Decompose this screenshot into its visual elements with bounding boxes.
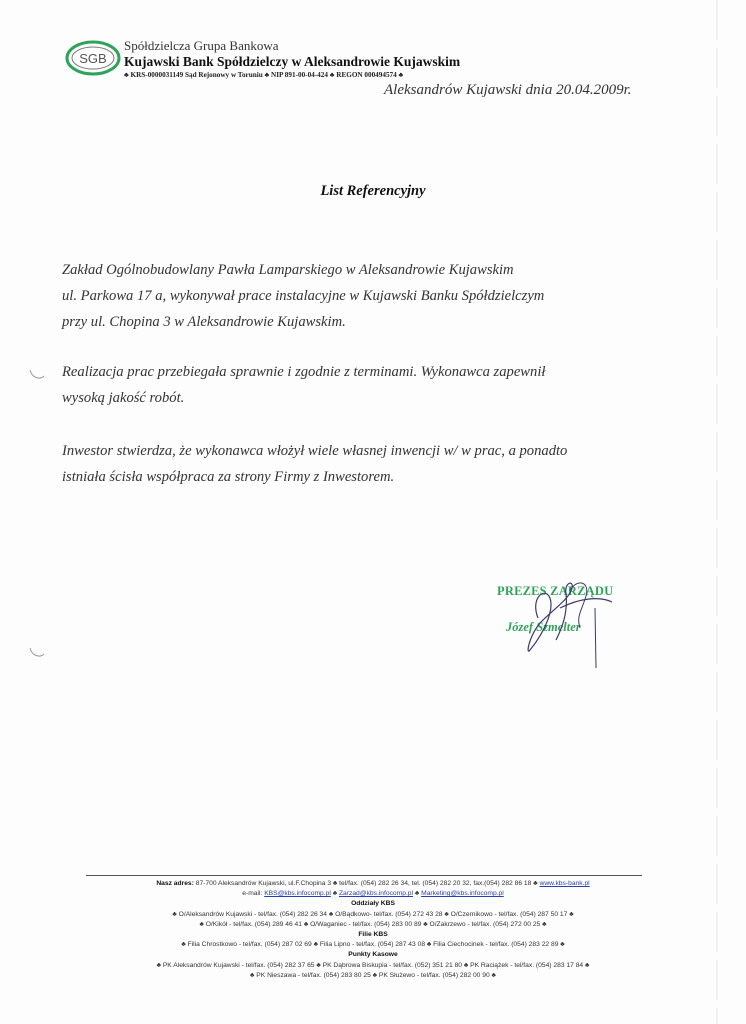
- filie-heading: Filie KBS: [358, 931, 388, 939]
- club-bullet: ♣: [398, 71, 404, 79]
- punch-mark: [28, 364, 46, 382]
- paragraph-2: [62, 359, 702, 411]
- address-label: Nasz adres:: [156, 880, 194, 887]
- club-bullet: ♣: [414, 890, 420, 898]
- punkt-item: PK Nieszawa - tel/fax. (054) 283 80 25: [256, 971, 371, 979]
- club-bullet: ♣: [533, 880, 538, 887]
- paragraph-line: ul. Parkowa 17 a, wykonywał prace instalacyjne w Kujawski Banku Spółdzielczym: [62, 288, 545, 304]
- club-bullet: ♣: [542, 920, 547, 928]
- registry-regon: REGON 000494574: [336, 71, 397, 79]
- branches-row: [0, 910, 746, 920]
- branches-row: [0, 920, 746, 930]
- email-link[interactable]: Marketing@kbs.infocomp.pl: [421, 890, 504, 898]
- filia-item: Filia Ciechocinek - tel/fax. (054) 283 22 89: [433, 941, 559, 949]
- footer-rule: [86, 875, 642, 876]
- club-bullet: ♣: [423, 920, 428, 928]
- registry-line: [124, 71, 403, 79]
- club-bullet: ♣: [124, 71, 129, 79]
- punkty-heading: Punkty Kasowe: [348, 951, 398, 959]
- scan-edge: [715, 0, 719, 1024]
- footer-address-row: [0, 879, 746, 889]
- registry-nip: NIP 891-00-04-424: [271, 71, 328, 79]
- club-bullet: ♣: [332, 890, 338, 898]
- club-bullet: ♣: [316, 961, 321, 969]
- email-link[interactable]: Zarzad@kbs.infocomp.pl: [338, 890, 414, 898]
- registry-krs: KRS-0000031149 Sąd Rejonowy w Toruniu: [130, 71, 263, 79]
- club-bullet: ♣: [585, 961, 590, 969]
- club-bullet: ♣: [303, 920, 309, 928]
- filie-row: [0, 940, 746, 950]
- branch-item: O/Aleksandrów Kujawski - tel/fax. (054) 282 26 34: [178, 910, 327, 918]
- club-bullet: ♣: [313, 941, 318, 949]
- branches-heading: Oddziały KBS: [351, 900, 395, 908]
- footer-email-row: [0, 889, 746, 899]
- footer: [0, 879, 746, 981]
- club-bullet: ♣: [463, 961, 469, 969]
- club-bullet: ♣: [156, 961, 161, 969]
- punkty-row: [0, 971, 746, 981]
- club-bullet: ♣: [329, 71, 335, 79]
- paragraph-line: Realizacja prac przebiegała sprawnie i zgodnie z terminami. Wykonawca zapewnił: [62, 364, 546, 380]
- club-bullet: ♣: [264, 71, 270, 79]
- website-link[interactable]: www.kbs-bank.pl: [539, 880, 590, 887]
- club-bullet: ♣: [372, 971, 378, 979]
- punkt-item: PK Służewo - tel/fax. (054) 282 00 90: [378, 971, 490, 979]
- bank-name: Kujawski Bank Spółdzielczy w Aleksandrowie Kujawskim: [124, 54, 461, 69]
- date-line: Aleksandrów Kujawski dnia 20.04.2009r.: [384, 82, 632, 98]
- email-label: e-mail:: [242, 890, 263, 898]
- group-name: Spółdzielcza Grupa Bankowa: [124, 38, 279, 53]
- handwritten-signature: [500, 568, 640, 678]
- club-bullet: ♣: [332, 880, 338, 887]
- branch-item: O/Zakrzewo - tel/fax. (054) 272 00 25: [429, 920, 541, 928]
- sgb-logo: [64, 36, 122, 78]
- email-link[interactable]: KBS@kbs.infocomp.pl: [264, 890, 331, 898]
- club-bullet: ♣: [560, 941, 565, 949]
- branch-item: O/Czernikowo - tel/fax. (054) 287 50 17: [450, 910, 568, 918]
- filia-item: Filia Lipno - tel/fax. (054) 287 43 08: [319, 941, 426, 949]
- paragraph-line: przy ul. Chopina 3 w Aleksandrowie Kujawskim.: [62, 314, 346, 330]
- punch-mark: [28, 642, 46, 660]
- club-bullet: ♣: [181, 941, 186, 949]
- punkt-item: PK Raciążek - tel/fax. (054) 283 17 84: [470, 961, 584, 969]
- punkt-item: PK Aleksandrów Kujawski - tel/fax. (054) 282 37 65: [162, 961, 315, 969]
- sgb-logo-text: SGB: [79, 51, 107, 66]
- paragraph-line: istniała ścisła współpraca za strony Firmy z Inwestorem.: [62, 469, 395, 485]
- letter-title: List Referencyjny: [320, 183, 426, 199]
- club-bullet: ♣: [569, 910, 574, 918]
- club-bullet: ♣: [426, 941, 432, 949]
- phones: tel/fax. (054) 282 26 34, tel. (054) 282 20 32, fax.(054) 282 86 18: [339, 880, 532, 887]
- paragraph-line: Inwestor stwierdza, że wykonawca włożył wiele własnej inwencji w/ w prac, a ponadto: [62, 443, 568, 459]
- club-bullet: ♣: [328, 910, 334, 918]
- address: 87-700 Aleksandrów Kujawski, ul.F.Chopina 3: [195, 880, 332, 887]
- paragraph-1: [62, 257, 702, 335]
- filia-item: Filia Chrostkowo - tel/fax. (054) 287 02 69: [187, 941, 312, 949]
- paragraph-3: [62, 438, 702, 490]
- paragraph-line: Zakład Ogólnobudowlany Pawła Lamparskiego w Aleksandrowie Kujawskim: [62, 262, 514, 278]
- branch-item: O/Kikół - tel/fax. (054) 289 46 41: [205, 920, 302, 928]
- stamp-name: Józef Szmelter: [506, 620, 581, 634]
- club-bullet: ♣: [491, 971, 496, 979]
- club-bullet: ♣: [250, 971, 255, 979]
- branch-item: O/Waganiec - tel/fax. (054) 283 00 89: [310, 920, 422, 928]
- club-bullet: ♣: [199, 920, 204, 928]
- paragraph-line: wysoką jakość robót.: [62, 390, 185, 406]
- club-bullet: ♣: [444, 910, 449, 918]
- stamp-title: PREZES ZARZĄDU: [497, 584, 614, 598]
- club-bullet: ♣: [172, 910, 177, 918]
- punkt-item: PK Dąbrowa Biskupia - tel/fax. (052) 351 21 80: [322, 961, 463, 969]
- branch-item: O/Bądkowo- tel/fax. (054) 272 43 28: [335, 910, 443, 918]
- punkty-row: [0, 961, 746, 971]
